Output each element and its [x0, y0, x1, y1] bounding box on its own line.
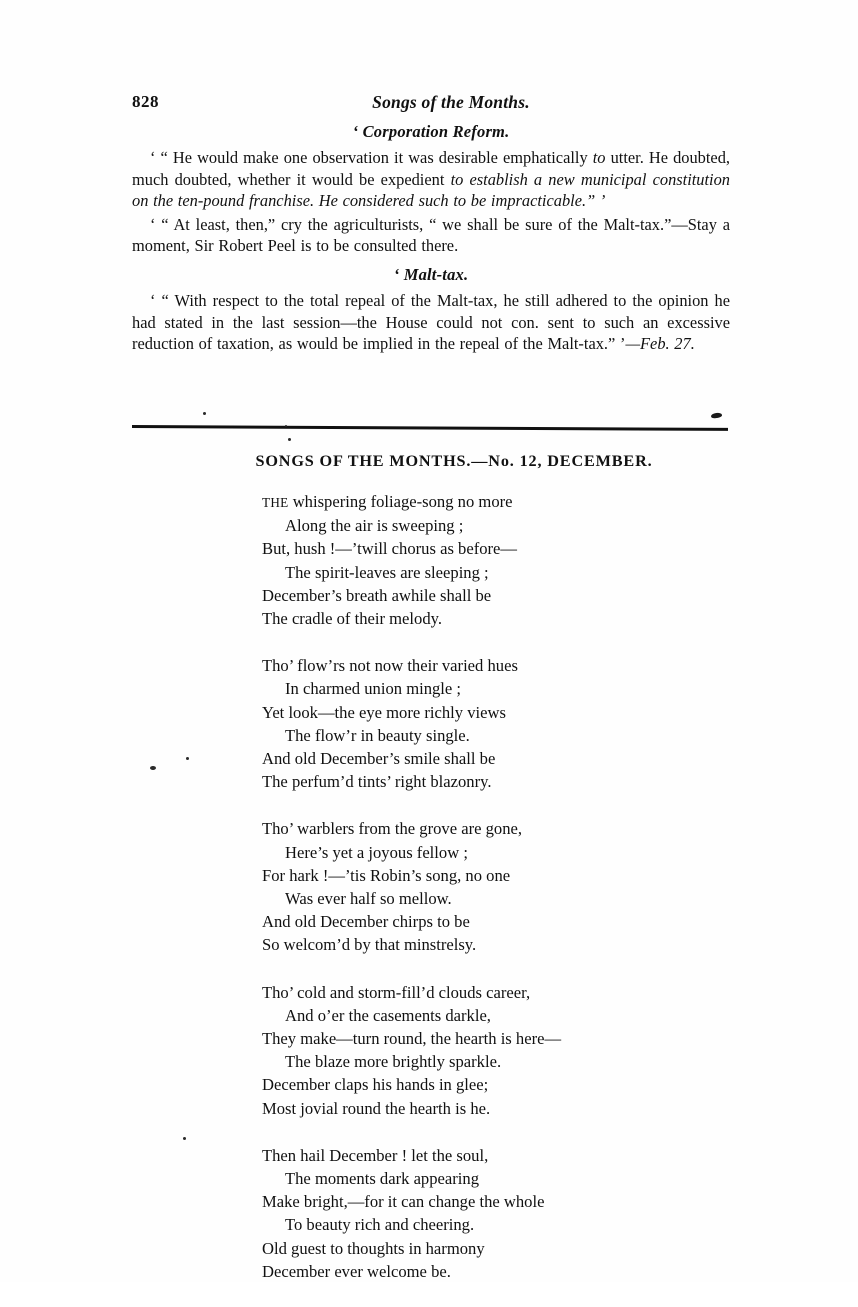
poem-line: For hark !—’tis Robin’s song, no one: [262, 865, 511, 885]
poem-stanza: [262, 490, 692, 630]
prose-section: [132, 122, 730, 357]
page-number: 828: [132, 92, 159, 111]
scan-speckle: [285, 425, 287, 427]
paragraph-1-line-1: ‘ “ He would make one observation it was desirable emphatically: [150, 148, 593, 167]
paragraph-3-date: —Feb. 27.: [625, 334, 695, 354]
poem-heading: SONGS OF THE MONTHS.—No. 12, DECEMBER.: [255, 452, 653, 470]
poem-line: The flow’r in beauty single.: [285, 725, 470, 745]
paragraph-agriculturists: ‘ “ At least, then,” cry the agriculturists, “ we shall be sure of the Malt-tax.”—Stay a moment, Sir Robert Peel is to be consulted there.: [132, 214, 730, 256]
poem-line: December ever welcome be.: [262, 1261, 451, 1281]
poem-line: The moments dark appearing: [285, 1169, 479, 1189]
poem-line: Most jovial round the hearth is he.: [262, 1098, 491, 1118]
poem-line: So welcom’d by that minstrelsy.: [262, 935, 477, 955]
scan-speckle: [203, 412, 206, 415]
poem-line: In charmed union mingle ;: [285, 679, 462, 699]
poem-stanza: [262, 981, 692, 1120]
poem-line-smallcaps: THE: [262, 495, 289, 510]
poem-body: [262, 490, 692, 1307]
poem-line: Tho’ cold and storm-fill’d clouds career,: [262, 982, 531, 1002]
poem-line-text: whispering foliage-song no more: [288, 492, 513, 511]
scan-speckle: [183, 1137, 186, 1140]
paragraph-1-line-2-tail: to: [450, 169, 464, 189]
scan-speckle: [186, 757, 189, 760]
scan-speckle: [288, 438, 291, 441]
poem-line: The perfum’d tints’ right blazonry.: [262, 772, 492, 792]
poem-line: And old December chirps to be: [262, 912, 470, 932]
poem-line: Here’s yet a joyous fellow ;: [285, 842, 468, 862]
poem-line: Yet look—the eye more richly views: [262, 702, 506, 722]
poem-line: Then hail December ! let the soul,: [262, 1145, 489, 1165]
poem-line: Was ever half so mellow.: [285, 889, 452, 909]
poem-line: The blaze more brightly sparkle.: [285, 1052, 502, 1072]
paragraph-malt-tax: [132, 290, 730, 355]
paragraph-1-italic-body: establish a new municipal constitution on the ten-pound franchise. He considered such to be impracticable.” ’: [132, 169, 730, 211]
poem-line: Old guest to thoughts in harmony: [262, 1238, 485, 1258]
paragraph-corporation-reform: [132, 147, 730, 212]
poem-line: And o’er the casements darkle,: [285, 1005, 491, 1025]
paragraph-1-line-1-tail: to: [592, 148, 606, 167]
poem-line: They make—turn round, the hearth is here—: [262, 1029, 562, 1049]
poem-line: But, hush !—’twill chorus as before—: [262, 539, 518, 559]
poem-line: The cradle of their melody.: [262, 609, 442, 629]
poem-line: The spirit-leaves are sleeping ;: [285, 562, 489, 582]
paragraph-3-body: ‘ “ With respect to the total repeal of the Malt-tax, he still adhered to the opinion he had stated in the last session—the House could not con. sent to such an excessive reduction of taxation, as would be implied in the repeal of the Malt-tax.” ’: [132, 290, 730, 354]
subheading-malt-tax: ‘ Malt-tax.: [393, 264, 469, 284]
poem-line: [262, 490, 692, 514]
poem-line: December’s breath awhile shall be: [262, 585, 492, 605]
scan-speckle: [150, 766, 156, 770]
poem-line: December claps his hands in glee;: [262, 1075, 489, 1095]
poem-stanza: [262, 654, 692, 793]
poem-line: Along the air is sweeping ;: [285, 516, 464, 536]
running-title: Songs of the Months.: [372, 92, 530, 112]
ink-blot-mark: [711, 412, 723, 418]
poem-line: And old December’s smile shall be: [262, 749, 496, 769]
poem-line: Make bright,—for it can change the whole: [262, 1192, 545, 1212]
poem-line: Tho’ flow’rs not now their varied hues: [262, 656, 518, 676]
poem-line: To beauty rich and cheering.: [285, 1215, 475, 1235]
running-head: [132, 92, 728, 114]
section-divider-rule: [132, 425, 728, 431]
poem-stanza: [262, 817, 692, 956]
poem-line: Tho’ warblers from the grove are gone,: [262, 819, 523, 839]
poem-stanza: [262, 1144, 692, 1283]
paragraph-1-line-2: utter. He doubted, much doubted, whether it would be expedient: [132, 148, 730, 189]
subheading-corporation-reform: ‘ Corporation Reform.: [352, 122, 510, 141]
